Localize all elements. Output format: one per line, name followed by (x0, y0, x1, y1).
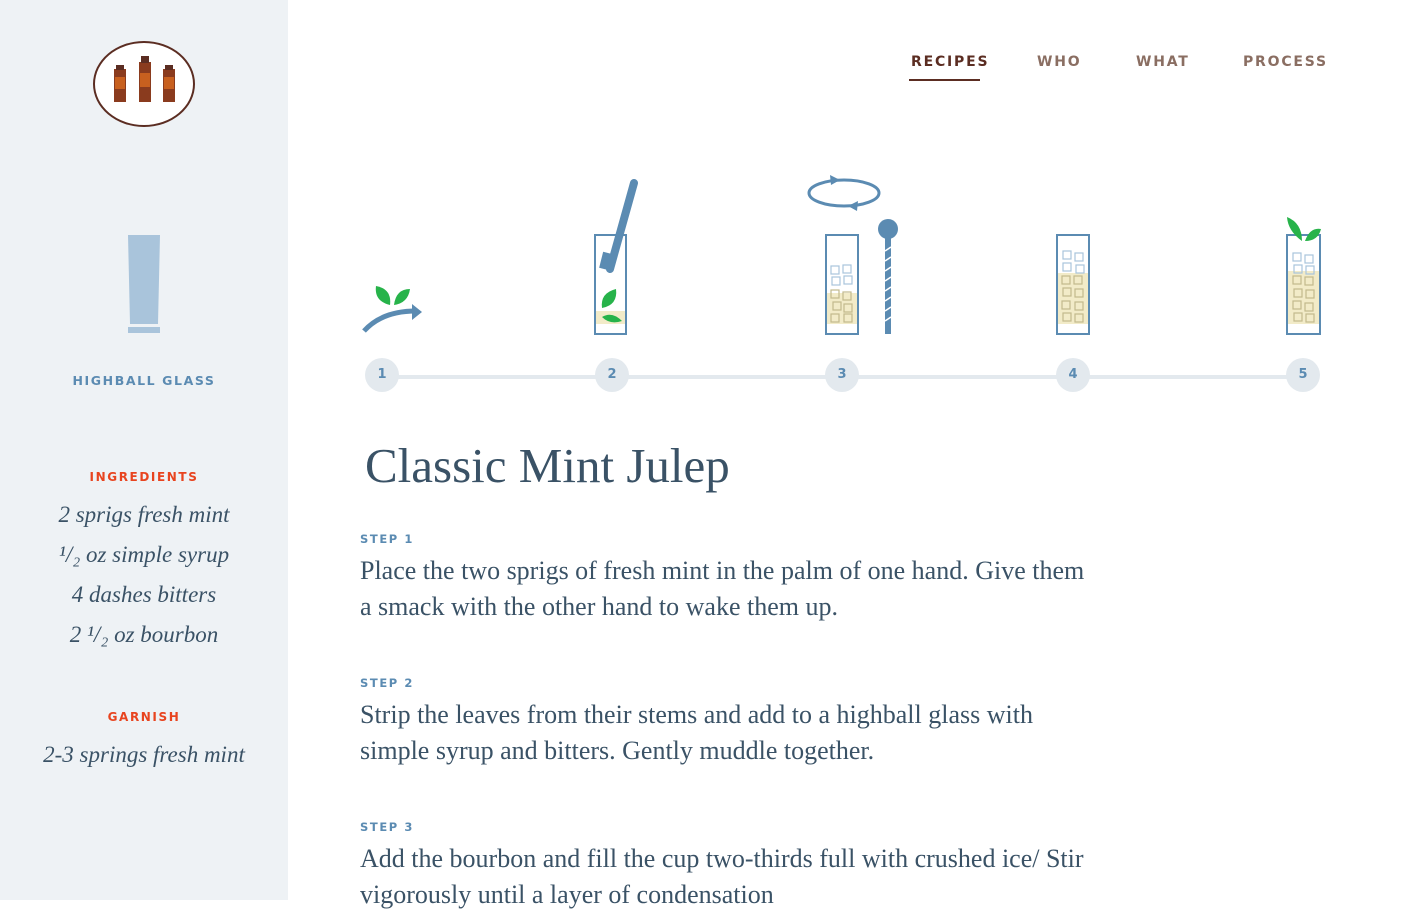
sidebar (0, 0, 288, 900)
step-text: Strip the leaves from their stems and add to a highball glass with simple syrup and bitters. Gently muddle together. (360, 700, 1033, 765)
step-text: Add the bourbon and fill the cup two-thirds full with crushed ice/ Stir vigorously until a layer of condensation (360, 844, 1084, 909)
ingredient-item: ¹/₂ oz simple syrup (58, 542, 230, 567)
nav-process[interactable]: PROCESS (1243, 54, 1328, 70)
ingredients-list (0, 498, 288, 658)
nav-what[interactable]: WHAT (1136, 54, 1190, 70)
muddler-glass-icon[interactable] (595, 183, 634, 334)
nav-recipes[interactable]: RECIPES (911, 54, 990, 70)
step-text: Place the two sprigs of fresh mint in the palm of one hand. Give them a smack with the other hand to wake them up. (360, 556, 1085, 621)
timeline-step-5[interactable]: 5 (1286, 358, 1320, 392)
timeline-step-4[interactable]: 4 (1056, 358, 1090, 392)
recipe-step (360, 819, 1090, 913)
garnished-glass-icon[interactable] (1287, 217, 1321, 334)
timeline-step-2[interactable]: 2 (595, 358, 629, 392)
timeline-step-1[interactable]: 1 (365, 358, 399, 392)
ingredient-item: 4 dashes bitters (71, 582, 217, 607)
ingredient-item: 2 sprigs fresh mint (58, 502, 230, 527)
garnish-heading: GARNISH (107, 710, 181, 724)
step-label: STEP 3 (360, 820, 415, 834)
timeline-step-3[interactable]: 3 (825, 358, 859, 392)
glass-type-label: HIGHBALL GLASS (72, 373, 216, 388)
recipe-step (360, 675, 1090, 769)
stir-glass-icon[interactable] (809, 175, 898, 334)
recipe-step (360, 531, 1090, 625)
recipe-title: Classic Mint Julep (365, 438, 730, 493)
ice-glass-icon[interactable] (1057, 235, 1089, 334)
ingredients-heading: INGREDIENTS (89, 470, 199, 484)
top-nav (0, 54, 1416, 84)
mint-smack-icon[interactable] (364, 286, 422, 331)
ingredient-item: 2 ¹/₂ oz bourbon (69, 622, 219, 647)
garnish-text: 2-3 springs fresh mint (43, 742, 245, 767)
highball-glass-icon (126, 234, 162, 339)
active-nav-underline (909, 79, 980, 81)
step-illustrations (350, 165, 1340, 345)
nav-who[interactable]: WHO (1037, 54, 1082, 70)
step-label: STEP 1 (360, 532, 415, 546)
step-label: STEP 2 (360, 676, 415, 690)
